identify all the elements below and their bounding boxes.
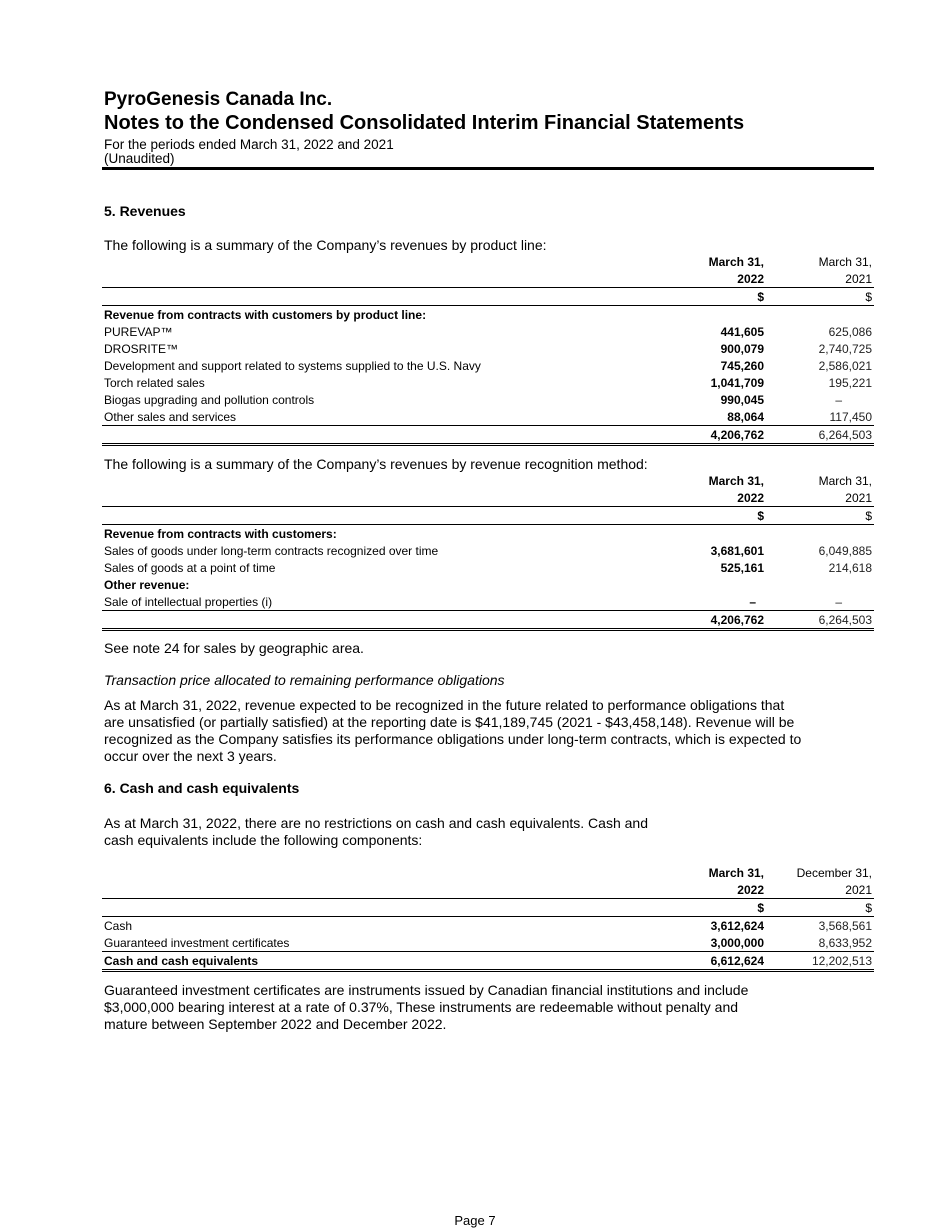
- table-header-row: [102, 489, 874, 507]
- total-2021: 12,202,513: [811, 954, 872, 968]
- paragraph-line: mature between September 2022 and December 2022.: [104, 1016, 447, 1032]
- table-row: [102, 323, 874, 340]
- currency-2021: $: [865, 290, 872, 304]
- revenue-by-product-table: [102, 253, 874, 446]
- value-2021: 6,049,885: [818, 544, 872, 558]
- row-label: Sales of goods at a point of time: [104, 561, 276, 575]
- table-header-row: [102, 253, 874, 270]
- row-label: Sales of goods under long-term contracts recognized over time: [104, 544, 439, 558]
- transaction-price-heading: Transaction price allocated to remaining performance obligations: [104, 672, 505, 688]
- paragraph-line: As at March 31, 2022, revenue expected to be recognized in the future related to performance obligations that: [104, 697, 785, 713]
- revenue-by-method-table: [102, 472, 874, 631]
- period-text: For the periods ended March 31, 2022 and 2021: [104, 137, 394, 152]
- paragraph-line: $3,000,000 bearing interest at a rate of 0.37%, These instruments are redeemable without penalty and: [104, 999, 739, 1015]
- total-2021: 6,264,503: [818, 613, 872, 627]
- total-row: [102, 426, 874, 446]
- table-header-row: [102, 881, 874, 899]
- value-2022: 900,079: [720, 342, 764, 356]
- group-row: [102, 525, 874, 542]
- total-2022: 6,612,624: [710, 954, 764, 968]
- cash-intro: [104, 815, 648, 849]
- value-2021: 117,450: [829, 410, 872, 424]
- value-2022: 1,041,709: [710, 376, 764, 390]
- table-row: [102, 391, 874, 408]
- row-label: Other sales and services: [104, 410, 237, 424]
- group-label: Other revenue:: [104, 578, 190, 592]
- currency-2022: $: [757, 901, 764, 915]
- table-row: [102, 593, 874, 611]
- revenues-intro-product-line: The following is a summary of the Company’s revenues by product line:: [104, 237, 547, 253]
- row-label: Sale of intellectual properties (i): [104, 595, 273, 609]
- col-2021-year: 2021: [845, 491, 872, 505]
- value-2022: 88,064: [727, 410, 764, 424]
- gic-note-paragraph: [104, 982, 748, 1033]
- paragraph-line: As at March 31, 2022, there are no restrictions on cash and cash equivalents. Cash and: [104, 815, 648, 831]
- company-name: PyroGenesis Canada Inc.: [104, 89, 333, 110]
- table-row: [102, 374, 874, 391]
- total-2022: 4,206,762: [710, 613, 764, 627]
- total-row: [102, 952, 874, 972]
- row-label: Development and support related to systems supplied to the U.S. Navy: [104, 359, 481, 373]
- value-2021: –: [835, 393, 842, 407]
- currency-2022: $: [757, 509, 764, 523]
- col-2021-head: March 31,: [818, 474, 872, 488]
- value-2022: 441,605: [720, 325, 764, 339]
- value-2021: –: [835, 595, 842, 609]
- value-2022: 745,260: [720, 359, 764, 373]
- col-2022-head: March 31,: [708, 255, 764, 269]
- currency-2021: $: [865, 901, 872, 915]
- paragraph-line: occur over the next 3 years.: [104, 748, 277, 764]
- value-2021: 195,221: [828, 376, 872, 390]
- group-label: Revenue from contracts with customers by product line:: [104, 308, 427, 322]
- col-2021-year: 2021: [845, 272, 872, 286]
- header-divider: [102, 167, 874, 170]
- table-row: [102, 357, 874, 374]
- col-2021-head: December 31,: [796, 866, 872, 880]
- table-header-row: [102, 864, 874, 881]
- value-2022: 3,681,601: [710, 544, 764, 558]
- unaudited-label: (Unaudited): [104, 151, 175, 166]
- currency-2022: $: [757, 290, 764, 304]
- row-label: DROSRITE™: [104, 342, 179, 356]
- col-2021-head: March 31,: [818, 255, 872, 269]
- table-row: [102, 408, 874, 426]
- value-2022: 990,045: [720, 393, 764, 407]
- row-label: Cash: [104, 919, 133, 933]
- value-2022: –: [749, 595, 756, 609]
- value-2021: 2,740,725: [818, 342, 872, 356]
- col-2022-year: 2022: [737, 272, 764, 286]
- currency-row: [102, 899, 874, 917]
- see-note-text: See note 24 for sales by geographic area.: [104, 640, 364, 656]
- section-cash-title: 6. Cash and cash equivalents: [104, 780, 300, 796]
- total-row: [102, 611, 874, 631]
- col-2022-head: March 31,: [708, 866, 764, 880]
- document-title: Notes to the Condensed Consolidated Interim Financial Statements: [104, 112, 745, 134]
- currency-2021: $: [865, 509, 872, 523]
- cash-equivalents-table: [102, 864, 874, 972]
- paragraph-line: cash equivalents include the following components:: [104, 832, 423, 848]
- row-label: PUREVAP™: [104, 325, 173, 339]
- total-label: Cash and cash equivalents: [104, 954, 259, 968]
- total-2021: 6,264,503: [818, 428, 872, 442]
- group-row: [102, 576, 874, 593]
- table-row: [102, 542, 874, 559]
- table-row: [102, 934, 874, 952]
- col-2021-year: 2021: [845, 883, 872, 897]
- total-2022: 4,206,762: [710, 428, 764, 442]
- page-number: Page 7: [454, 1213, 496, 1228]
- col-2022-head: March 31,: [708, 474, 764, 488]
- value-2021: 214,618: [828, 561, 872, 575]
- value-2022: 3,612,624: [710, 919, 764, 933]
- currency-row: [102, 507, 874, 525]
- row-label: Guaranteed investment certificates: [104, 936, 290, 950]
- paragraph-line: recognized as the Company satisfies its performance obligations under long-term contracts, which is expected to: [104, 731, 802, 747]
- table-row: [102, 559, 874, 576]
- row-label: Biogas upgrading and pollution controls: [104, 393, 315, 407]
- value-2022: 525,161: [720, 561, 764, 575]
- value-2021: 8,633,952: [818, 936, 872, 950]
- table-header-row: [102, 472, 874, 489]
- col-2022-year: 2022: [737, 883, 764, 897]
- table-header-row: [102, 270, 874, 288]
- col-2022-year: 2022: [737, 491, 764, 505]
- section-revenues-title: 5. Revenues: [104, 203, 186, 219]
- revenues-intro-recognition-method: The following is a summary of the Company’s revenues by revenue recognition method:: [104, 456, 648, 472]
- value-2021: 2,586,021: [818, 359, 872, 373]
- group-label: Revenue from contracts with customers:: [104, 527, 337, 541]
- currency-row: [102, 288, 874, 306]
- table-row: [102, 917, 874, 934]
- value-2022: 3,000,000: [710, 936, 764, 950]
- paragraph-line: are unsatisfied (or partially satisfied) at the reporting date is $41,189,745 (2021 - $43,458,148). Revenue will be: [104, 714, 795, 730]
- group-row: [102, 306, 874, 323]
- row-label: Torch related sales: [104, 376, 205, 390]
- paragraph-line: Guaranteed investment certificates are instruments issued by Canadian financial institutions and include: [104, 982, 749, 998]
- value-2021: 3,568,561: [818, 919, 872, 933]
- transaction-price-paragraph: [104, 697, 801, 765]
- value-2021: 625,086: [828, 325, 872, 339]
- table-row: [102, 340, 874, 357]
